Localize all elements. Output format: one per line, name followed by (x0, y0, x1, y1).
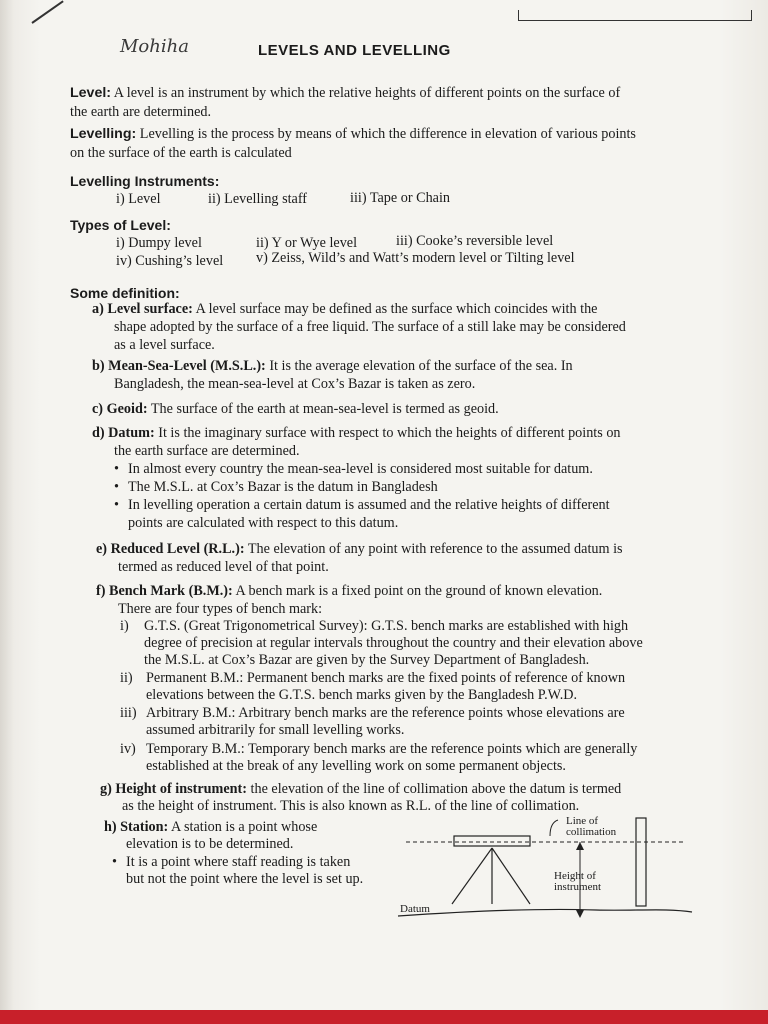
bullet-item: • In almost every country the mean-sea-level is considered most suitable for datum. (128, 460, 593, 478)
levelling-definition-cont: on the surface of the earth is calculated (70, 145, 292, 161)
bm-type-text: elevations between the G.T.S. bench marks given by the Bangladesh P.W.D. (146, 687, 578, 703)
name-box-line (518, 10, 752, 21)
definitions-heading: Some definition: (70, 285, 180, 301)
bm-type-label: iii) (120, 705, 137, 721)
bm-type-text: Temporary B.M.: Temporary bench marks are the reference points which are generally (146, 741, 638, 757)
types-heading: Types of Level: (70, 217, 171, 233)
level-diagram (396, 812, 696, 924)
label: g) (100, 781, 112, 797)
def-b (92, 357, 573, 375)
hi-label-2: instrument (554, 881, 602, 893)
type-item: v) Zeiss, Wild’s and Watt’s modern level or Tilting level (256, 250, 575, 266)
line: The surface of the earth at mean-sea-level is termed as geoid. (150, 401, 499, 417)
type-item: iv) Cushing’s level (116, 253, 224, 269)
bm-type-label: ii) (120, 670, 133, 686)
def-h-cont: elevation is to be determined. (126, 836, 294, 852)
handwritten-name: Mohiha (120, 36, 189, 57)
def-d (92, 424, 621, 442)
bm-type-label: i) (120, 618, 129, 634)
bm-type-text: degree of precision at regular intervals throughout the country and their elevation above (144, 635, 643, 651)
term: Geoid: (106, 401, 148, 417)
type-item: ii) Y or Wye level (256, 235, 358, 251)
term: Station: (120, 819, 169, 835)
level-instrument (454, 836, 530, 846)
bm-type-text: Arbitrary B.M.: Arbitrary bench marks are the reference points whose elevations are (146, 705, 625, 721)
def-a-cont: shape adopted by the surface of a free liquid. The surface of a still lake may be considered (114, 319, 626, 335)
page-title: LEVELS AND LEVELLING (258, 42, 451, 59)
def-a-cont: as a level surface. (114, 337, 215, 353)
instruments-heading: Levelling Instruments: (70, 173, 220, 189)
label: b) (92, 358, 105, 374)
datum-label: Datum (400, 903, 430, 915)
arrow-head-down (576, 910, 584, 918)
line: Levelling is the process by means of which the difference in elevation of various points (139, 126, 636, 142)
bullet-item-cont: points are calculated with respect to this datum. (128, 515, 399, 531)
term: Datum: (108, 425, 155, 441)
label: f) (96, 583, 106, 599)
level-definition (70, 84, 620, 102)
term: Mean-Sea-Level (M.S.L.): (108, 358, 266, 374)
def-h (104, 818, 317, 836)
term: Reduced Level (R.L.): (110, 541, 245, 557)
tripod-leg (452, 848, 492, 904)
level-definition-cont: the earth are determined. (70, 104, 212, 120)
instrument-item: ii) Levelling staff (208, 191, 308, 207)
bm-type-label: iv) (120, 741, 136, 757)
line: It is the imaginary surface with respect to which the heights of different points on (158, 425, 621, 441)
callout-pointer (550, 820, 558, 836)
def-g-cont: as the height of instrument. This is also known as R.L. of the line of collimation. (122, 798, 580, 814)
collimation-label-2: collimation (566, 826, 617, 838)
label: d) (92, 425, 105, 441)
bullet-item: • The M.S.L. at Cox’s Bazar is the datum in Bangladesh (128, 478, 438, 496)
instrument-item: iii) Tape or Chain (350, 190, 451, 206)
term: Level: (70, 85, 112, 101)
def-a (92, 300, 597, 318)
bm-type-text: Permanent B.M.: Permanent bench marks are the fixed points of reference of known (146, 670, 626, 686)
def-b-cont: Bangladesh, the mean-sea-level at Cox’s Bazar is taken as zero. (114, 376, 476, 392)
bm-type-text: assumed arbitrarily for small levelling works. (146, 722, 405, 738)
term: Bench Mark (B.M.): (109, 583, 233, 599)
label: h) (104, 819, 117, 835)
line: A level surface may be defined as the surface which coincides with the (195, 301, 598, 317)
line: The elevation of any point with reference to the assumed datum is (247, 541, 623, 557)
def-f-cont: There are four types of bench mark: (118, 601, 323, 617)
line: A bench mark is a fixed point on the ground of known elevation. (235, 583, 603, 599)
line: A level is an instrument by which the relative heights of different points on the surface of (113, 85, 621, 101)
arrow-head-up (576, 842, 584, 850)
bullet-item-cont: but not the point where the level is set up. (126, 871, 364, 887)
def-f (96, 582, 602, 600)
def-g (100, 780, 621, 798)
term: Height of instrument: (115, 781, 247, 797)
tripod-leg (492, 848, 530, 904)
datum-line (398, 909, 692, 916)
label: e) (96, 541, 108, 557)
instrument-item: i) Level (116, 191, 161, 207)
levelling-definition (70, 125, 636, 143)
bullet-item: • In levelling operation a certain datum is assumed and the relative heights of different (128, 496, 610, 514)
collimation-label-1: Line of (566, 815, 599, 827)
bm-type-text: G.T.S. (Great Trigonometrical Survey): G.T.S. bench marks are established with high (144, 618, 629, 634)
label: c) (92, 401, 104, 417)
hi-label-1: Height of (554, 870, 596, 882)
def-e (96, 540, 623, 558)
type-item: iii) Cooke’s reversible level (396, 233, 554, 249)
line: the elevation of the line of collimation above the datum is termed (250, 781, 622, 797)
label: a) (92, 301, 104, 317)
term: Level surface: (107, 301, 193, 317)
bm-type-text: established at the break of any levelling work on some permanent objects. (146, 758, 566, 774)
type-item: i) Dumpy level (116, 235, 202, 251)
term: Levelling: (70, 126, 137, 142)
red-background-edge (0, 1010, 768, 1024)
bullet-item: • It is a point where staff reading is taken (126, 853, 350, 871)
line: A station is a point whose (171, 819, 318, 835)
levelling-staff (636, 818, 646, 906)
bm-type-text: the M.S.L. at Cox’s Bazar are given by the Survey Department of Bangladesh. (144, 652, 590, 668)
def-c (92, 400, 499, 418)
line: It is the average elevation of the surface of the sea. In (269, 358, 573, 374)
def-d-cont: the earth surface are determined. (114, 443, 300, 459)
def-e-cont: termed as reduced level of that point. (118, 559, 329, 575)
